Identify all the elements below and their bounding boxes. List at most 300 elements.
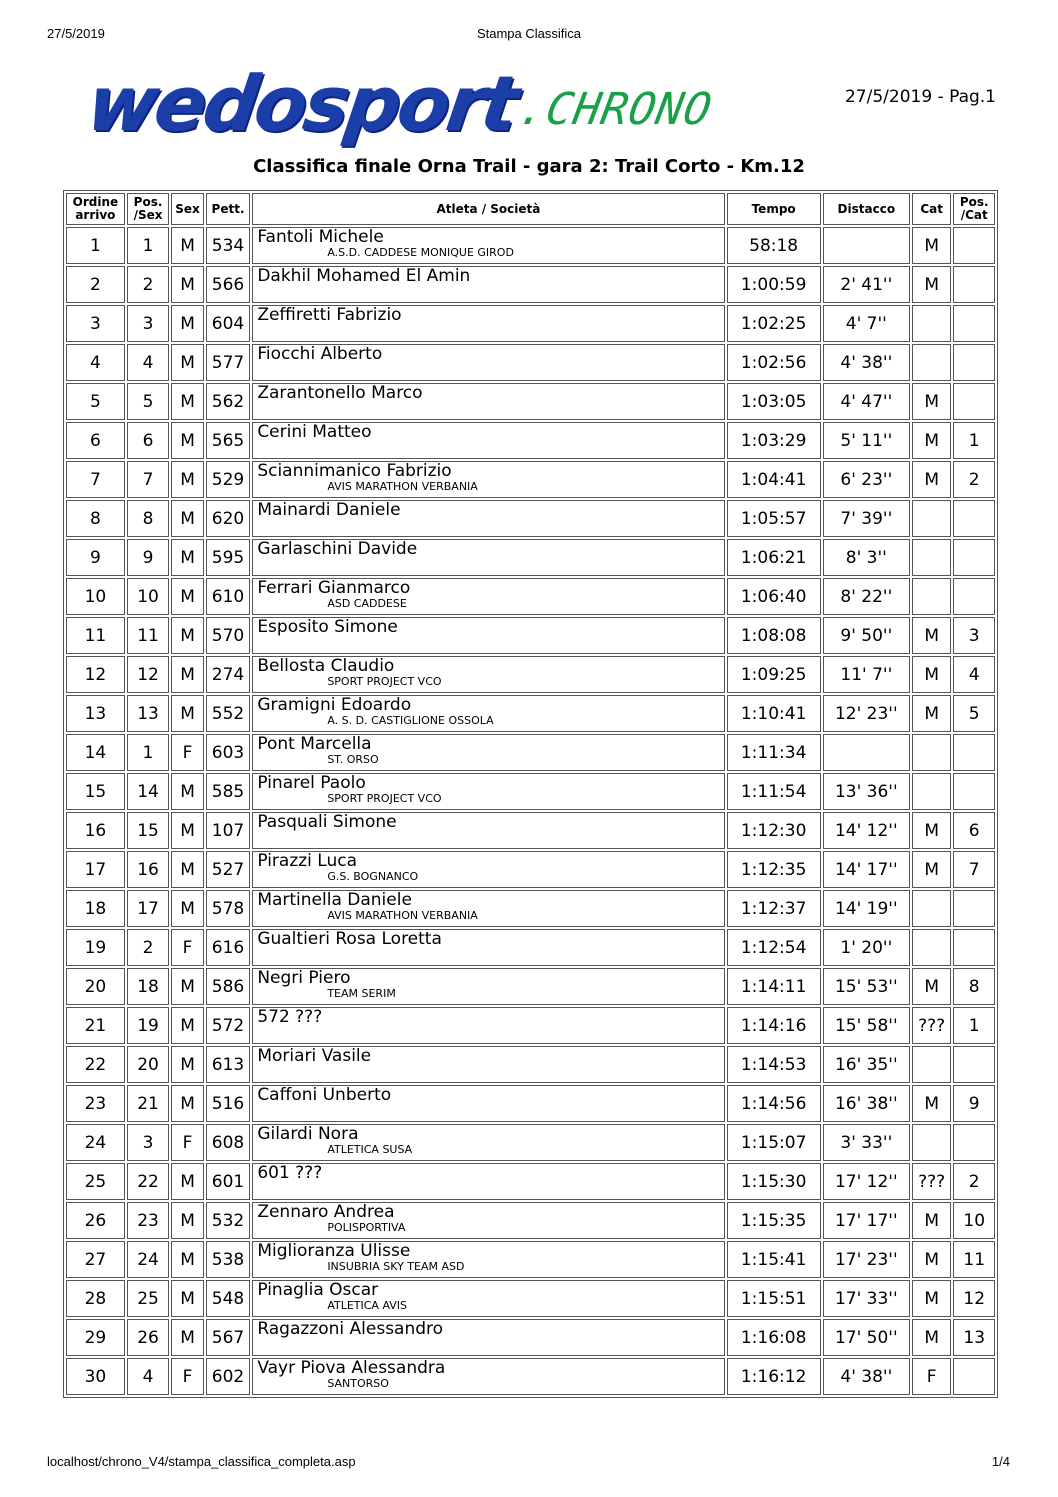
cell-sex: M [171,851,203,888]
cell-pos-cat [953,1358,995,1395]
cell-atleta [252,1319,724,1356]
cell-tempo: 1:04:41 [727,461,821,498]
table-row [66,656,995,693]
cell-pos-cat: 4 [953,656,995,693]
cell-tempo: 1:09:25 [727,656,821,693]
table-row [66,1085,995,1122]
page-title: Classifica finale Orna Trail - gara 2: Trail Corto - Km.12 [253,156,805,177]
cell-tempo: 1:03:29 [727,422,821,459]
cell-sex: M [171,812,203,849]
cell-tempo: 1:02:56 [727,344,821,381]
cell-pos-cat: 2 [953,1163,995,1200]
athlete-name: 601 ??? [257,1163,323,1183]
cell-tempo: 1:12:30 [727,812,821,849]
cell-ordine: 23 [66,1085,125,1122]
table-row [66,539,995,576]
table-row [66,1280,995,1317]
cell-distacco: 16' 38'' [823,1085,910,1122]
col-pett-header: Pett. [206,193,251,225]
cell-atleta [252,1085,724,1122]
cell-atleta [252,656,724,693]
cell-distacco: 17' 12'' [823,1163,910,1200]
cell-atleta [252,1124,724,1161]
athlete-name: Pirazzi Luca [257,851,358,871]
cell-pettorale: 602 [206,1358,251,1395]
cell-pos-cat: 1 [953,1007,995,1044]
cell-distacco: 7' 39'' [823,500,910,537]
cell-sex: M [171,1163,203,1200]
cell-pos-sex: 3 [127,1124,170,1161]
cell-pos-cat: 11 [953,1241,995,1278]
cell-cat [912,890,952,927]
athlete-team: A.S.D. CADDESE MONIQUE GIROD [327,246,514,259]
cell-pettorale: 616 [206,929,251,966]
athlete-team: SPORT PROJECT VCO [327,675,442,688]
table-header-row [66,193,995,225]
athlete-name: Negri Piero [257,968,351,988]
cell-pettorale: 562 [206,383,251,420]
wedosport-logo [81,56,728,148]
table-row [66,1007,995,1044]
cell-pos-cat: 2 [953,461,995,498]
athlete-name: Cerini Matteo [257,422,372,442]
cell-pos-sex: 7 [127,461,170,498]
cell-distacco: 17' 17'' [823,1202,910,1239]
cell-pos-cat [953,383,995,420]
cell-ordine: 15 [66,773,125,810]
cell-atleta [252,929,724,966]
cell-atleta [252,851,724,888]
cell-ordine: 17 [66,851,125,888]
athlete-name: Esposito Simone [257,617,398,637]
cell-sex: M [171,1319,203,1356]
table-row [66,773,995,810]
cell-pettorale: 529 [206,461,251,498]
cell-distacco: 14' 19'' [823,890,910,927]
cell-tempo: 1:15:41 [727,1241,821,1278]
results-table [63,190,998,1398]
cell-atleta [252,266,724,303]
cell-cat: M [912,1280,952,1317]
cell-atleta [252,1007,724,1044]
cell-sex: F [171,929,203,966]
cell-sex: M [171,968,203,1005]
cell-cat [912,929,952,966]
athlete-team: AVIS MARATHON VERBANIA [327,909,478,922]
cell-distacco: 2' 41'' [823,266,910,303]
cell-pos-cat [953,1046,995,1083]
table-row [66,734,995,771]
cell-atleta [252,461,724,498]
athlete-name: Ferrari Gianmarco [257,578,411,598]
cell-pettorale: 585 [206,773,251,810]
cell-ordine: 4 [66,344,125,381]
athlete-name: Miglioranza Ulisse [257,1241,411,1261]
cell-distacco: 15' 58'' [823,1007,910,1044]
print-url: localhost/chrono_V4/stampa_classifica_completa.asp [47,1454,356,1469]
col-pos-header: Pos. /Sex [127,193,170,225]
cell-pettorale: 566 [206,266,251,303]
cell-pettorale: 586 [206,968,251,1005]
cell-atleta [252,1046,724,1083]
cell-pos-sex: 23 [127,1202,170,1239]
table-row [66,266,995,303]
cell-pettorale: 527 [206,851,251,888]
cell-distacco: 14' 17'' [823,851,910,888]
cell-pos-sex: 2 [127,929,170,966]
athlete-name: Martinella Daniele [257,890,412,910]
cell-tempo: 1:06:21 [727,539,821,576]
athlete-team: TEAM SERIM [327,987,396,1000]
cell-cat [912,305,952,342]
cell-sex: M [171,227,203,264]
cell-tempo: 1:16:12 [727,1358,821,1395]
cell-sex: M [171,305,203,342]
cell-distacco: 8' 3'' [823,539,910,576]
cell-distacco: 5' 11'' [823,422,910,459]
cell-pos-sex: 9 [127,539,170,576]
cell-cat: M [912,617,952,654]
cell-ordine: 28 [66,1280,125,1317]
cell-pos-cat: 1 [953,422,995,459]
table-row [66,1046,995,1083]
cell-pos-sex: 2 [127,266,170,303]
cell-atleta [252,734,724,771]
cell-pos-sex: 19 [127,1007,170,1044]
cell-cat: ??? [912,1007,952,1044]
athlete-team: ASD CADDESE [327,597,407,610]
cell-pos-cat [953,578,995,615]
cell-sex: M [171,1046,203,1083]
table-row [66,1163,995,1200]
cell-pettorale: 552 [206,695,251,732]
cell-ordine: 10 [66,578,125,615]
cell-pettorale: 595 [206,539,251,576]
cell-sex: M [171,539,203,576]
cell-sex: M [171,1085,203,1122]
athlete-team: SANTORSO [327,1377,389,1390]
cell-pos-sex: 8 [127,500,170,537]
cell-ordine: 16 [66,812,125,849]
cell-pettorale: 577 [206,344,251,381]
cell-atleta [252,695,724,732]
cell-pettorale: 570 [206,617,251,654]
cell-atleta [252,305,724,342]
cell-ordine: 30 [66,1358,125,1395]
cell-pos-sex: 16 [127,851,170,888]
cell-atleta [252,227,724,264]
cell-distacco: 12' 23'' [823,695,910,732]
cell-tempo: 1:02:25 [727,305,821,342]
cell-pettorale: 578 [206,890,251,927]
cell-pos-cat [953,500,995,537]
athlete-name: Pasquali Simone [257,812,397,832]
table-row [66,695,995,732]
cell-sex: M [171,383,203,420]
cell-cat: M [912,968,952,1005]
col-cat-header: Cat [912,193,952,225]
cell-pettorale: 620 [206,500,251,537]
cell-pos-cat [953,266,995,303]
cell-tempo: 1:11:54 [727,773,821,810]
cell-pos-cat: 10 [953,1202,995,1239]
cell-atleta [252,890,724,927]
athlete-name: Pont Marcella [257,734,372,754]
table-row [66,1241,995,1278]
cell-atleta [252,383,724,420]
cell-tempo: 1:15:51 [727,1280,821,1317]
cell-tempo: 1:11:34 [727,734,821,771]
cell-cat: M [912,422,952,459]
cell-cat: M [912,227,952,264]
table-row [66,1124,995,1161]
cell-pos-cat: 13 [953,1319,995,1356]
table-row [66,617,995,654]
athlete-name: Gilardi Nora [257,1124,359,1144]
cell-distacco [823,227,910,264]
cell-cat: M [912,695,952,732]
cell-sex: M [171,656,203,693]
cell-pettorale: 534 [206,227,251,264]
cell-pos-cat [953,1124,995,1161]
cell-pos-sex: 12 [127,656,170,693]
print-page-number: 1/4 [991,1454,1010,1469]
cell-distacco: 17' 50'' [823,1319,910,1356]
cell-cat: M [912,1319,952,1356]
table-row [66,890,995,927]
cell-tempo: 1:14:53 [727,1046,821,1083]
cell-cat [912,773,952,810]
table-row [66,422,995,459]
athlete-name: Gualtieri Rosa Loretta [257,929,442,949]
athlete-name: Zarantonello Marco [257,383,423,403]
header-date: 27/5/2019 - Pag.1 [844,87,996,107]
cell-sex: M [171,461,203,498]
cell-pos-sex: 21 [127,1085,170,1122]
athlete-name: Dakhil Mohamed El Amin [257,266,471,286]
cell-cat: F [912,1358,952,1395]
cell-cat: M [912,1085,952,1122]
cell-ordine: 25 [66,1163,125,1200]
cell-pos-cat [953,734,995,771]
cell-ordine: 1 [66,227,125,264]
cell-tempo: 1:12:37 [727,890,821,927]
col-distacco-header: Distacco [823,193,910,225]
cell-sex: M [171,773,203,810]
cell-pos-sex: 14 [127,773,170,810]
col-atleta-header: Atleta / Società [252,193,724,225]
athlete-name: Garlaschini Davide [257,539,418,559]
athlete-name: 572 ??? [257,1007,323,1027]
cell-distacco: 6' 23'' [823,461,910,498]
cell-cat [912,1046,952,1083]
cell-tempo: 1:14:16 [727,1007,821,1044]
cell-pos-cat: 8 [953,968,995,1005]
cell-distacco: 11' 7'' [823,656,910,693]
athlete-team: INSUBRIA SKY TEAM ASD [327,1260,465,1273]
athlete-name: Sciannimanico Fabrizio [257,461,452,481]
cell-ordine: 11 [66,617,125,654]
athlete-name: Mainardi Daniele [257,500,401,520]
athlete-name: Zennaro Andrea [257,1202,395,1222]
athlete-team: A. S. D. CASTIGLIONE OSSOLA [327,714,494,727]
cell-pos-sex: 5 [127,383,170,420]
cell-ordine: 27 [66,1241,125,1278]
athlete-name: Ragazzoni Alessandro [257,1319,444,1339]
table-row [66,851,995,888]
cell-pos-sex: 13 [127,695,170,732]
cell-pettorale: 548 [206,1280,251,1317]
table-row [66,1202,995,1239]
cell-sex: M [171,1280,203,1317]
cell-pos-cat [953,890,995,927]
cell-tempo: 1:12:54 [727,929,821,966]
table-row [66,968,995,1005]
cell-ordine: 20 [66,968,125,1005]
cell-tempo: 1:12:35 [727,851,821,888]
cell-ordine: 6 [66,422,125,459]
cell-atleta [252,617,724,654]
cell-pos-sex: 17 [127,890,170,927]
cell-tempo: 1:06:40 [727,578,821,615]
cell-atleta [252,1280,724,1317]
cell-cat: M [912,266,952,303]
cell-cat: M [912,656,952,693]
cell-distacco: 4' 38'' [823,344,910,381]
cell-ordine: 12 [66,656,125,693]
cell-tempo: 1:15:07 [727,1124,821,1161]
cell-ordine: 2 [66,266,125,303]
table-row [66,1319,995,1356]
cell-distacco: 14' 12'' [823,812,910,849]
cell-pos-cat [953,305,995,342]
cell-tempo: 1:08:08 [727,617,821,654]
cell-sex: F [171,1124,203,1161]
cell-tempo: 1:14:11 [727,968,821,1005]
cell-atleta [252,968,724,1005]
cell-tempo: 1:10:41 [727,695,821,732]
cell-sex: M [171,344,203,381]
cell-pos-cat: 12 [953,1280,995,1317]
table-row [66,812,995,849]
col-poscat-header: Pos. /Cat [953,193,995,225]
cell-cat [912,1124,952,1161]
cell-tempo: 1:00:59 [727,266,821,303]
cell-pos-sex: 6 [127,422,170,459]
col-tempo-header: Tempo [727,193,821,225]
cell-ordine: 3 [66,305,125,342]
cell-pettorale: 538 [206,1241,251,1278]
cell-sex: M [171,1241,203,1278]
cell-atleta [252,1202,724,1239]
cell-pos-sex: 25 [127,1280,170,1317]
col-ordine-header: Ordine arrivo [66,193,125,225]
cell-ordine: 29 [66,1319,125,1356]
cell-tempo: 1:15:30 [727,1163,821,1200]
cell-cat [912,734,952,771]
athlete-team: ATLETICA AVIS [327,1299,408,1312]
print-title: Stampa Classifica [476,26,582,41]
cell-atleta [252,812,724,849]
cell-cat: M [912,1241,952,1278]
table-row [66,383,995,420]
cell-cat [912,500,952,537]
athlete-team: SPORT PROJECT VCO [327,792,442,805]
cell-cat: M [912,1202,952,1239]
table-row [66,227,995,264]
cell-sex: M [171,890,203,927]
cell-ordine: 21 [66,1007,125,1044]
cell-atleta [252,422,724,459]
cell-sex: F [171,734,203,771]
athlete-name: Zeffiretti Fabrizio [257,305,402,325]
cell-distacco: 16' 35'' [823,1046,910,1083]
athlete-name: Fantoli Michele [257,227,384,247]
cell-pos-cat: 3 [953,617,995,654]
cell-ordine: 18 [66,890,125,927]
cell-tempo: 1:15:35 [727,1202,821,1239]
results-body [66,227,995,1395]
cell-pos-cat [953,773,995,810]
cell-distacco: 17' 23'' [823,1241,910,1278]
cell-sex: M [171,617,203,654]
athlete-name: Bellosta Claudio [257,656,395,676]
table-row [66,500,995,537]
cell-distacco: 9' 50'' [823,617,910,654]
cell-sex: M [171,422,203,459]
cell-pos-sex: 15 [127,812,170,849]
athlete-name: Pinaglia Oscar [257,1280,379,1300]
cell-sex: M [171,500,203,537]
cell-pos-sex: 18 [127,968,170,1005]
cell-pos-sex: 26 [127,1319,170,1356]
athlete-name: Gramigni Edoardo [257,695,412,715]
cell-tempo: 58:18 [727,227,821,264]
cell-pettorale: 516 [206,1085,251,1122]
cell-ordine: 7 [66,461,125,498]
cell-pos-sex: 3 [127,305,170,342]
cell-atleta [252,1358,724,1395]
cell-atleta [252,539,724,576]
cell-pos-cat: 6 [953,812,995,849]
athlete-name: Caffoni Unberto [257,1085,392,1105]
cell-tempo: 1:05:57 [727,500,821,537]
cell-pettorale: 608 [206,1124,251,1161]
athlete-name: Fiocchi Alberto [257,344,383,364]
cell-pos-cat: 5 [953,695,995,732]
cell-ordine: 24 [66,1124,125,1161]
cell-cat: M [912,851,952,888]
cell-pos-cat [953,929,995,966]
athlete-team: ST. ORSO [327,753,379,766]
cell-cat: M [912,812,952,849]
cell-ordine: 8 [66,500,125,537]
cell-distacco: 3' 33'' [823,1124,910,1161]
table-row [66,1358,995,1395]
cell-atleta [252,773,724,810]
cell-tempo: 1:14:56 [727,1085,821,1122]
cell-atleta [252,578,724,615]
cell-distacco: 15' 53'' [823,968,910,1005]
cell-pettorale: 107 [206,812,251,849]
cell-tempo: 1:16:08 [727,1319,821,1356]
print-date: 27/5/2019 [47,26,105,41]
athlete-name: Pinarel Paolo [257,773,366,793]
cell-sex: M [171,1202,203,1239]
cell-pos-cat [953,227,995,264]
cell-cat: M [912,383,952,420]
cell-pettorale: 274 [206,656,251,693]
